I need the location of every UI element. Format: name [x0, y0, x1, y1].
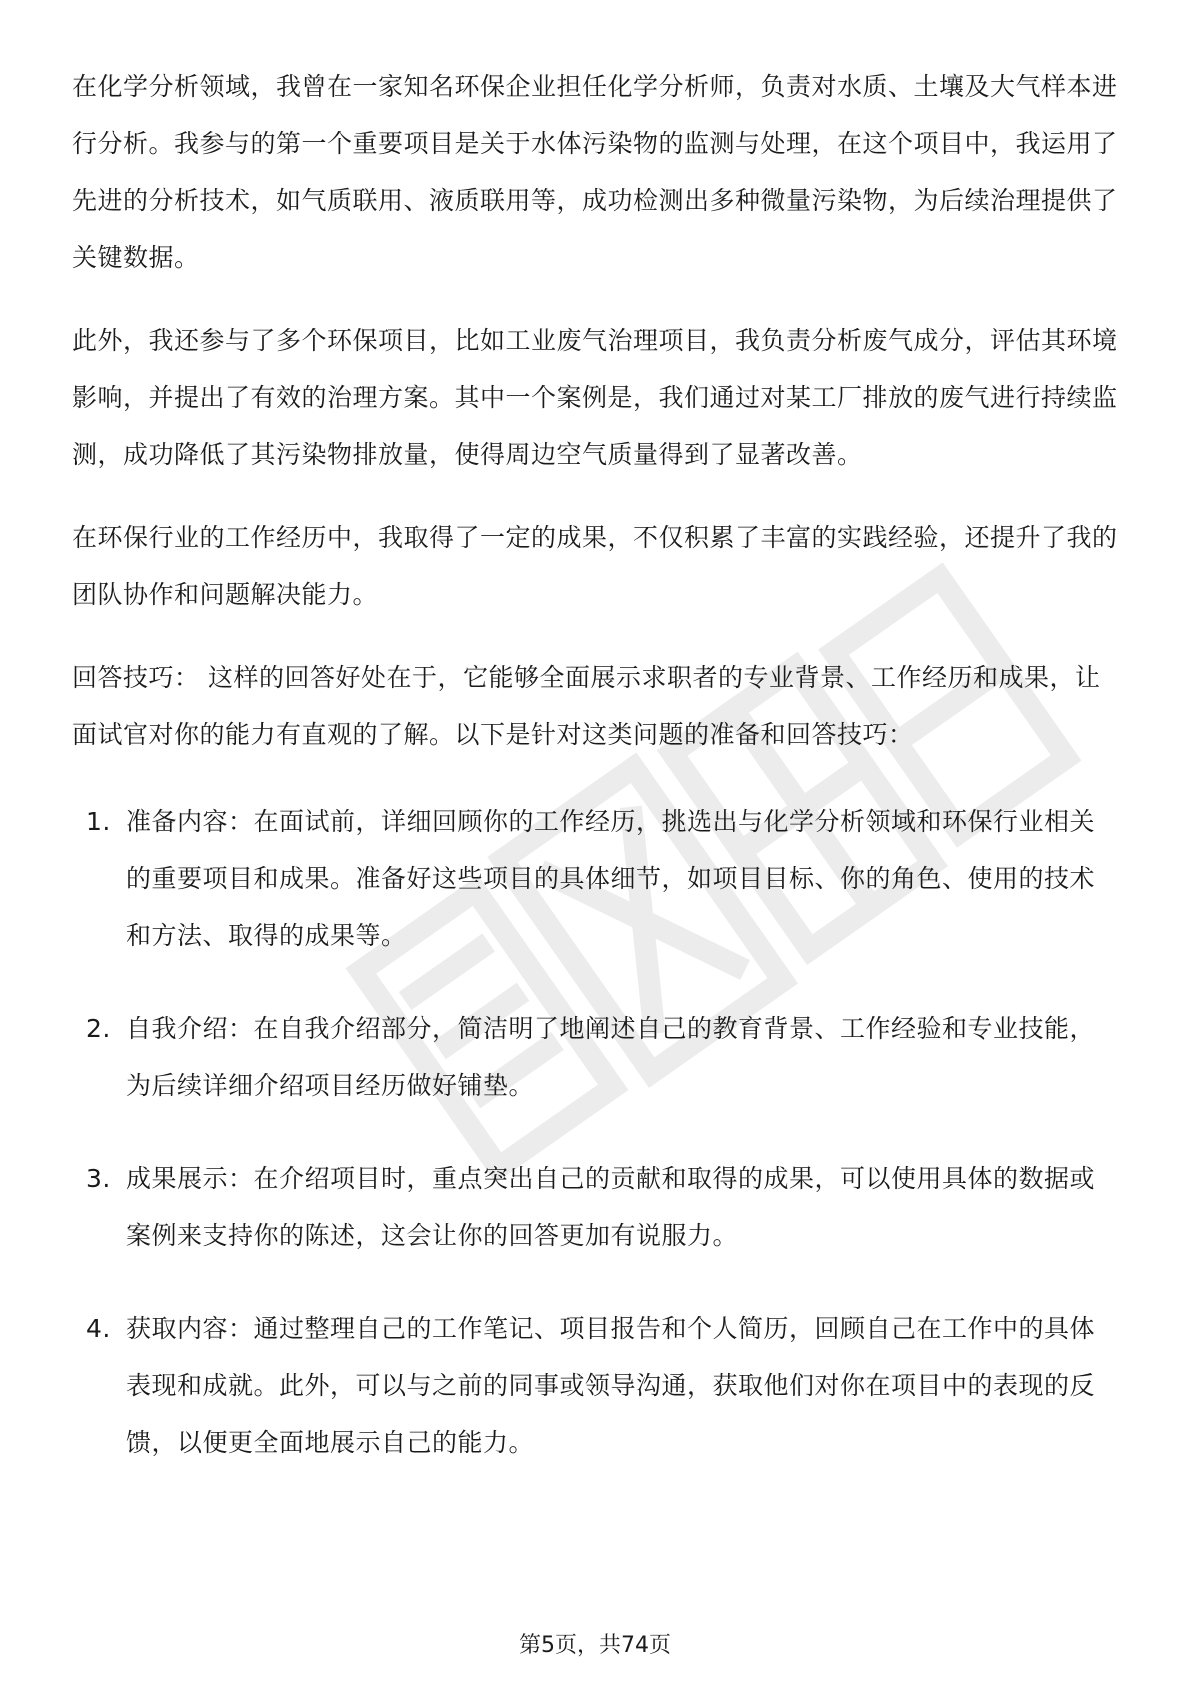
- list-item-number: 2.: [86, 1014, 111, 1043]
- main-content: [72, 58, 1118, 1507]
- list-item: [72, 1300, 1118, 1471]
- list-item-text: 准备内容：在面试前，详细回顾你的工作经历，挑选出与化学分析领域和环保行业相关的重要项目和成果。准备好这些项目的具体细节，如项目目标、你的角色、使用的技术和方法、取得的成果等。: [126, 807, 1096, 950]
- list-item: [72, 1150, 1118, 1264]
- list-item-number: 3.: [86, 1164, 111, 1193]
- page-number-footer: 第5页，共74页: [519, 1633, 671, 1658]
- paragraph-answer-tips: 回答技巧： 这样的回答好处在于，它能够全面展示求职者的专业背景、工作经历和成果，让面试官对你的能力有直观的了解。以下是针对这类问题的准备和回答技巧：: [72, 663, 1101, 749]
- list-item-text: 成果展示：在介绍项目时，重点突出自己的贡献和取得的成果，可以使用具体的数据或案例来支持你的陈述，这会让你的回答更加有说服力。: [126, 1164, 1096, 1250]
- list-item-text: 自我介绍：在自我介绍部分，简洁明了地阐述自己的教育背景、工作经验和专业技能，为后续详细介绍项目经历做好铺垫。: [126, 1014, 1096, 1100]
- paragraph-achievements: 在环保行业的工作经历中，我取得了一定的成果，不仅积累了丰富的实践经验，还提升了我的团队协作和问题解决能力。: [72, 523, 1118, 609]
- list-item-number: 4.: [86, 1314, 111, 1343]
- list-item-number: 1.: [86, 807, 111, 836]
- list-item: [72, 793, 1118, 964]
- list-item: [72, 1000, 1118, 1114]
- paragraph-experience: 在化学分析领域，我曾在一家知名环保企业担任化学分析师，负责对水质、土壤及大气样本进行分析。我参与的第一个重要项目是关于水体污染物的监测与处理，在这个项目中，我运用了先进的分析技术，如气质联用、液质联用等，成功检测出多种微量污染物，为后续治理提供了关键数据。: [72, 72, 1118, 272]
- tips-list: [72, 793, 1118, 1471]
- paragraph-projects: 此外，我还参与了多个环保项目，比如工业废气治理项目，我负责分析废气成分，评估其环境影响，并提出了有效的治理方案。其中一个案例是，我们通过对某工厂排放的废气进行持续监测，成功降低了其污染物排放量，使得周边空气质量得到了显著改善。: [72, 326, 1118, 469]
- list-item-text: 获取内容：通过整理自己的工作笔记、项目报告和个人简历，回顾自己在工作中的具体表现和成就。此外，可以与之前的同事或领导沟通，获取他们对你在项目中的表现的反馈，以便更全面地展示自己的能力。: [126, 1314, 1096, 1457]
